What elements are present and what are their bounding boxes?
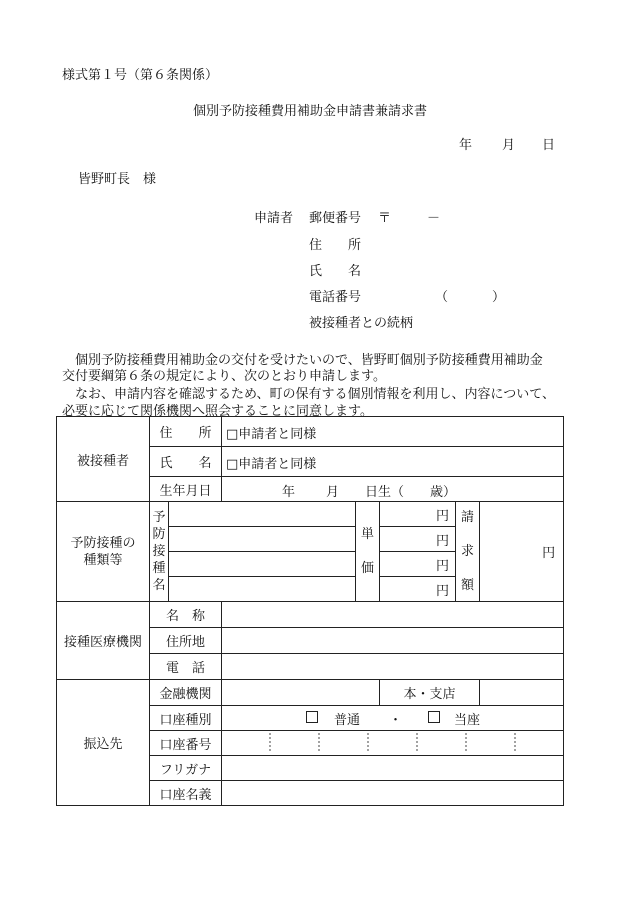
applicant-address-label: 住 所: [309, 238, 362, 253]
recipient-name-field[interactable]: [222, 447, 564, 477]
current-checkbox[interactable]: [428, 711, 440, 723]
bank-field[interactable]: [222, 680, 380, 706]
furigana-field[interactable]: [222, 756, 564, 781]
claim-amount-vertical-label: 請 求 額: [456, 502, 480, 602]
vaccine-name-row-1[interactable]: [169, 502, 356, 527]
postal-code-label: 郵便番号: [309, 211, 362, 226]
date-year-label: 年: [459, 138, 473, 153]
ordinary-checkbox[interactable]: [306, 711, 318, 723]
ordinary-label: 普通: [334, 713, 361, 728]
account-number-field[interactable]: [222, 731, 564, 756]
same-as-applicant-checkbox-2[interactable]: □申請者と同様: [226, 457, 317, 472]
account-type-label: 口座種別: [150, 706, 222, 731]
account-number-dividers: [222, 731, 564, 755]
clinic-name-field[interactable]: [222, 602, 564, 628]
relation-label: 被接種者との続柄: [309, 316, 414, 331]
unit-price-field-2[interactable]: 円: [380, 527, 456, 552]
date-day-label: 日: [542, 138, 556, 153]
birth-day-label: 日生（: [365, 485, 405, 500]
same-as-applicant-checkbox[interactable]: □申請者と同様: [226, 427, 317, 442]
vaccine-name-row-3[interactable]: [169, 552, 356, 577]
unit-price-vertical-label: 単 価: [356, 502, 380, 602]
form-number: 様式第１号（第６条関係）: [62, 68, 219, 83]
account-type-field[interactable]: [222, 706, 564, 731]
birth-year-label: 年: [282, 485, 296, 500]
unit-price-field-4[interactable]: 円: [380, 577, 456, 602]
clinic-name-label: 名 称: [150, 602, 222, 628]
branch-field[interactable]: [480, 680, 564, 706]
transfer-label: 振込先: [57, 680, 150, 806]
claim-amount-field[interactable]: 円: [480, 502, 564, 602]
birth-age-label: 歳）: [430, 485, 457, 500]
form-title: 個別予防接種費用補助金申請書兼請求書: [193, 104, 428, 119]
account-number-label: 口座番号: [150, 731, 222, 756]
recipient-label: 被接種者: [57, 417, 150, 502]
body-text-line-4: 必要に応じて関係機関へ照会することに同意します。: [62, 404, 373, 419]
addressee: 皆野町長 様: [78, 172, 157, 187]
vaccine-name-row-4[interactable]: [169, 577, 356, 602]
body-text-line-3: なお、申請内容を確認するため、町の保有する個別情報を利用し、内容について、: [62, 387, 555, 402]
clinic-address-field[interactable]: [222, 628, 564, 654]
account-name-label: 口座名義: [150, 781, 222, 806]
vaccine-name-row-2[interactable]: [169, 527, 356, 552]
applicant-label: 申請者: [254, 211, 294, 226]
postal-dash: －: [427, 211, 441, 226]
account-name-field[interactable]: [222, 781, 564, 806]
body-text-line-2: 交付要綱第６条の規定により、次のとおり申請します。: [62, 369, 386, 384]
vaccine-type-label: 予防接種の 種類等: [57, 502, 150, 602]
phone-paren-open: （: [435, 290, 449, 305]
birth-month-label: 月: [326, 485, 340, 500]
date-month-label: 月: [502, 138, 516, 153]
birthdate-label: 生年月日: [150, 477, 222, 502]
birthdate-field[interactable]: [222, 477, 564, 502]
clinic-phone-label: 電 話: [150, 654, 222, 680]
clinic-address-label: 住所地: [150, 628, 222, 654]
phone-paren-close: ）: [492, 290, 506, 305]
bank-label: 金融機関: [150, 680, 222, 706]
unit-price-field-1[interactable]: 円: [380, 502, 456, 527]
applicant-phone-label: 電話番号: [309, 290, 362, 305]
application-table: [56, 416, 564, 806]
account-type-separator: ・: [389, 713, 403, 728]
vaccine-name-vertical-label: 予 防 接 種 名: [150, 502, 169, 602]
body-text-line-1: 個別予防接種費用補助金の交付を受けたいので、皆野町個別予防接種費用補助金: [62, 353, 543, 368]
furigana-label: フリガナ: [150, 756, 222, 781]
recipient-name-label: 氏 名: [150, 447, 222, 477]
recipient-address-label: 住 所: [150, 417, 222, 447]
clinic-phone-field[interactable]: [222, 654, 564, 680]
branch-label: 本・支店: [380, 680, 480, 706]
postal-mark: 〒: [378, 211, 392, 226]
recipient-address-field[interactable]: [222, 417, 564, 447]
applicant-name-label: 氏 名: [309, 264, 362, 279]
unit-price-field-3[interactable]: 円: [380, 552, 456, 577]
clinic-label: 接種医療機関: [57, 602, 150, 680]
current-label: 当座: [454, 713, 481, 728]
